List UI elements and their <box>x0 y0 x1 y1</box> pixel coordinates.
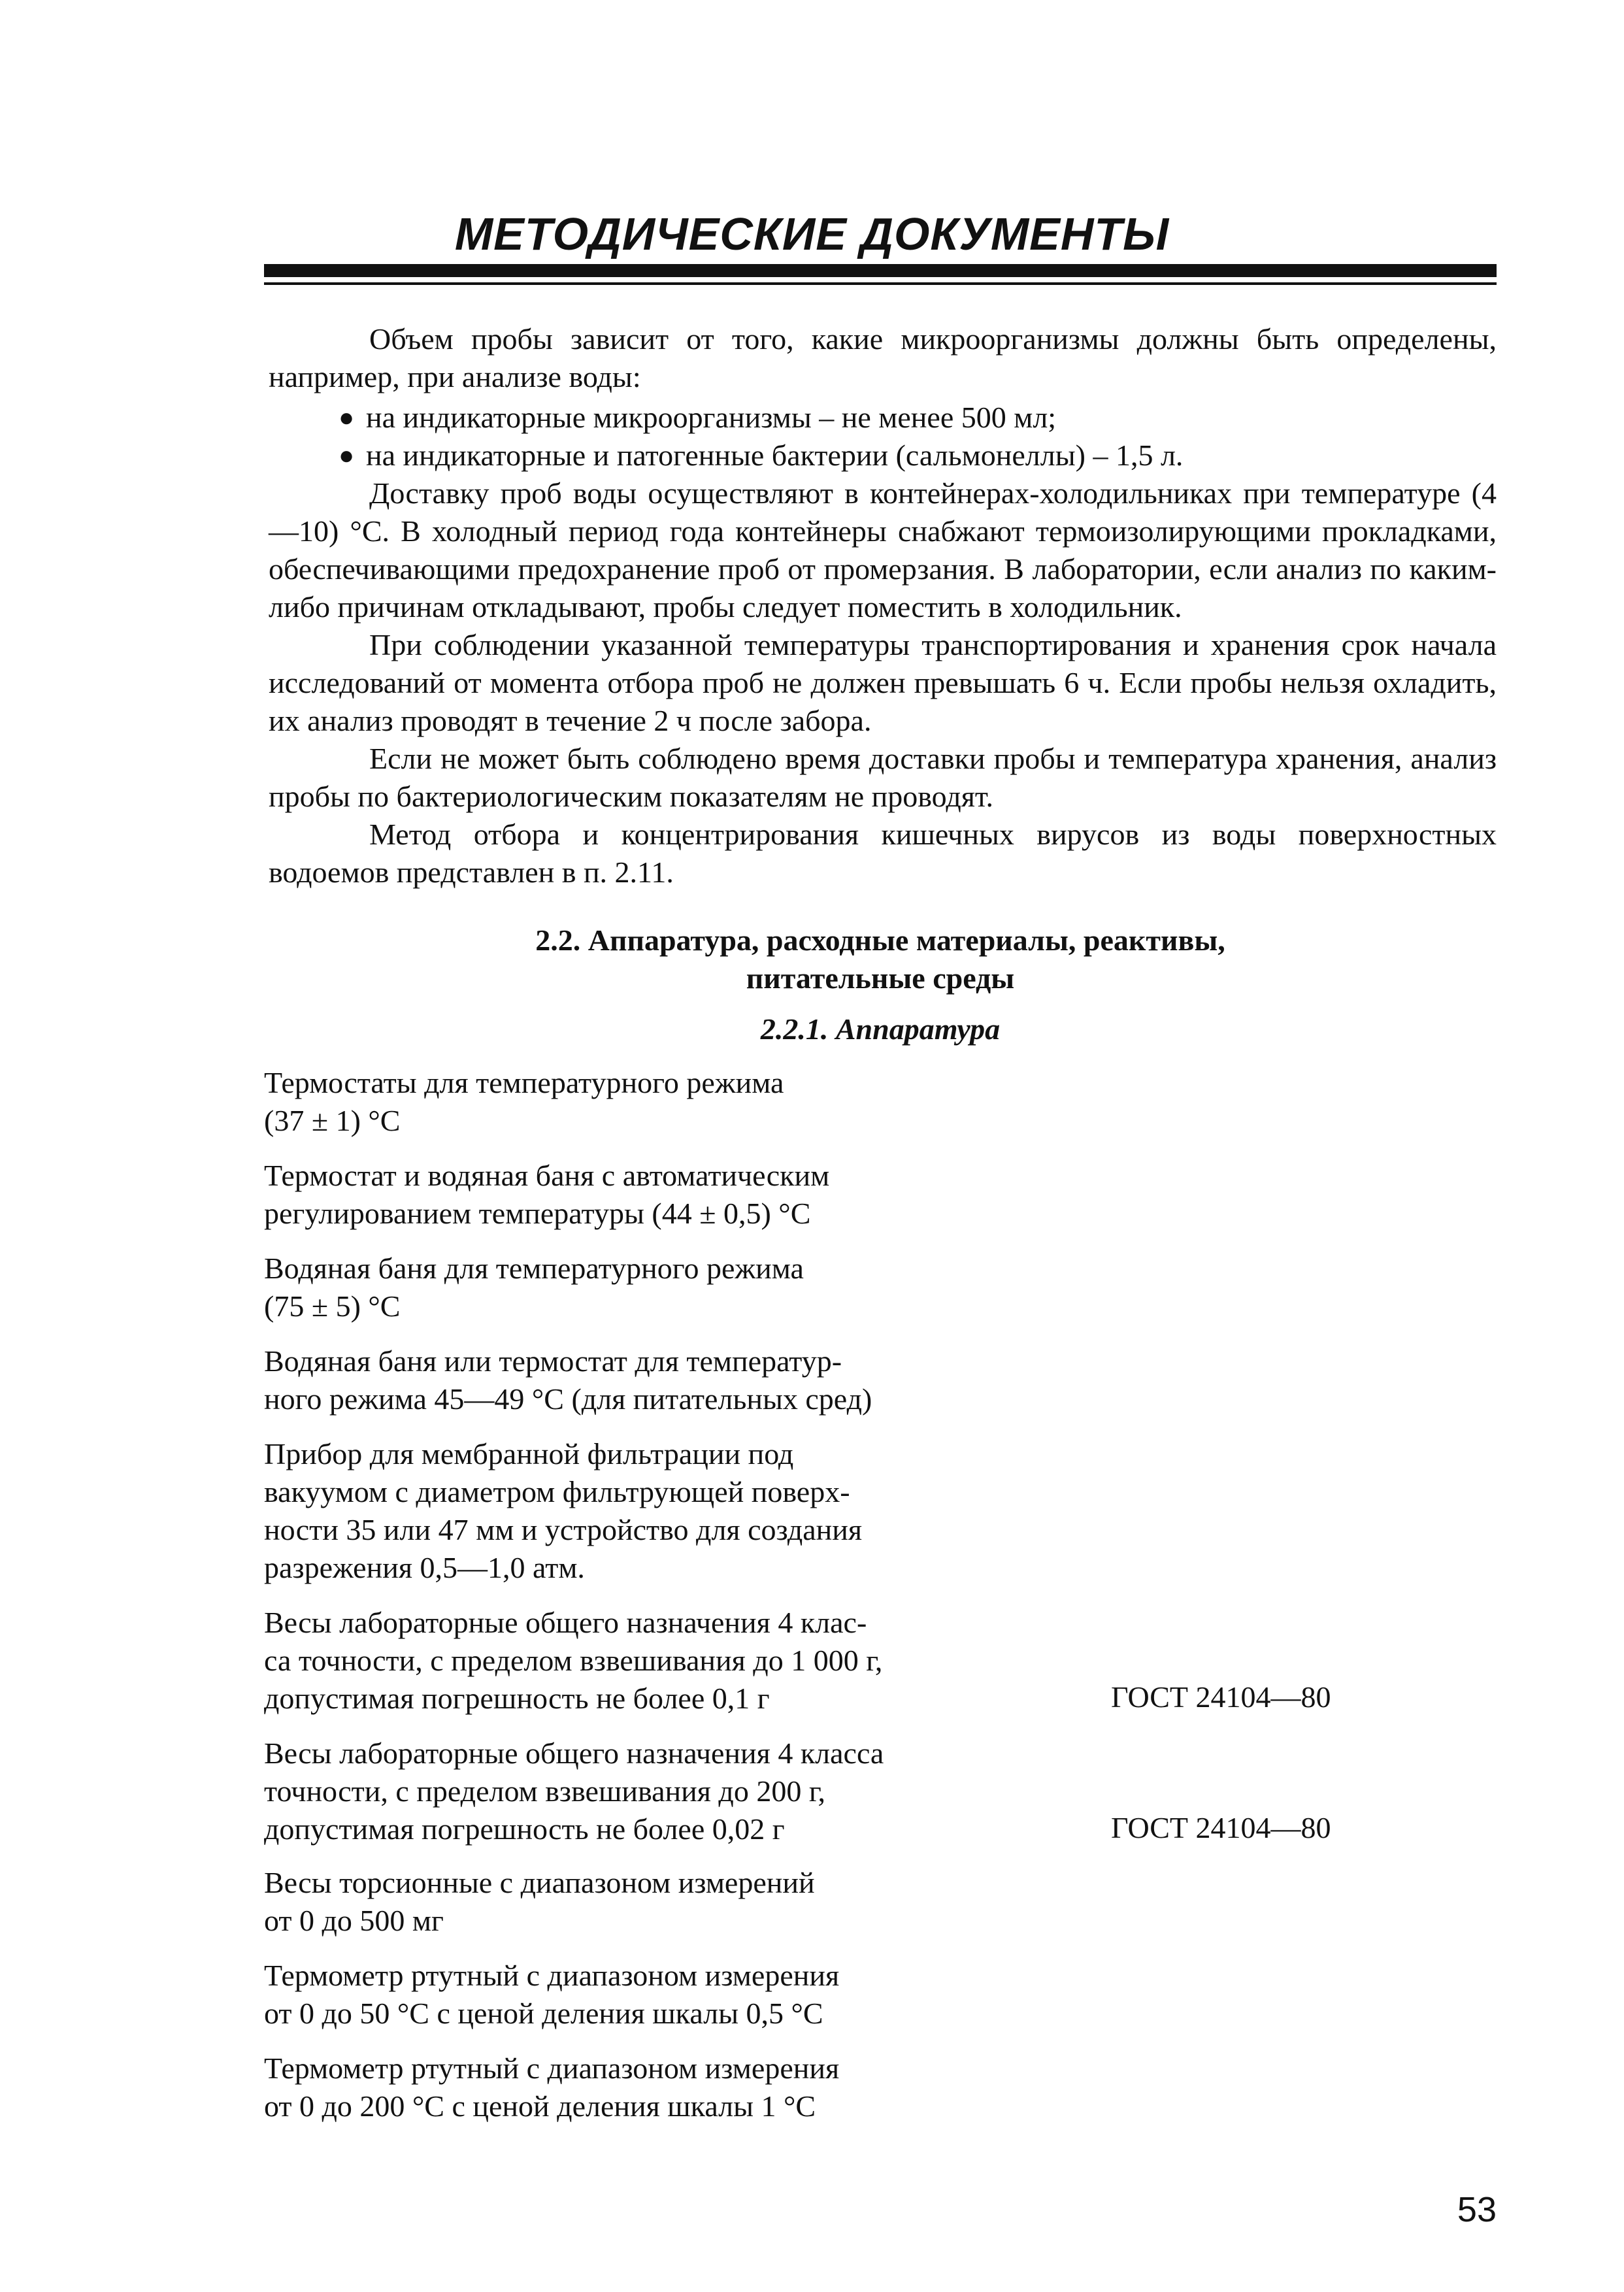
equipment-item <box>264 1157 983 1233</box>
equipment-item <box>264 1435 983 1587</box>
equipment-line: Термометр ртутный с диапазоном измерения <box>264 2051 840 2085</box>
subsection-heading: 2.2.1. Аппаратура <box>760 1012 1001 1046</box>
equipment-line: допустимая погрешность не более 0,02 г <box>264 1812 785 1846</box>
paragraph-not-analyzed: Если не может быть соблюдено время доставки пробы и температура хранения, анализ пробы по бактериологическим показателям не проводят. <box>269 742 1497 813</box>
equipment-line: ного режима 45—49 °С (для питательных сред) <box>264 1382 872 1416</box>
equipment-line: вакуумом с диаметром фильтрующей поверх- <box>264 1475 850 1508</box>
gost-reference: ГОСТ 24104—80 <box>1111 1811 1331 1844</box>
paragraph-sample-volume: Объем пробы зависит от того, какие микроорганизмы должны быть определены, например, при анализе воды: <box>269 322 1497 393</box>
bullet-item-indicator <box>339 399 1477 437</box>
equipment-line: (37 ± 1) °С <box>264 1104 401 1137</box>
bullet-text: на индикаторные микроорганизмы – не менее 500 мл; <box>366 401 1057 434</box>
section-heading-line2: питательные среды <box>746 961 1015 995</box>
equipment-line: (75 ± 5) °С <box>264 1289 401 1323</box>
header-rule-thin <box>264 282 1497 285</box>
equipment-line: Термостат и водяная баня с автоматическим <box>264 1159 830 1192</box>
equipment-line: Термометр ртутный с диапазоном измерения <box>264 1959 840 1992</box>
equipment-line: са точности, с пределом взвешивания до 1 000 г, <box>264 1644 883 1677</box>
equipment-item <box>264 1250 983 1325</box>
equipment-line: разрежения 0,5—1,0 атм. <box>264 1551 585 1584</box>
paragraph-virus-method: Метод отбора и концентрирования кишечных вирусов из воды поверхностных водоемов представлен в п. 2.11. <box>269 818 1497 889</box>
equipment-line: от 0 до 50 °С с ценой деления шкалы 0,5 °С <box>264 1997 823 2030</box>
equipment-line: Прибор для мембранной фильтрации под <box>264 1437 794 1470</box>
bullet-icon: ● <box>339 403 355 432</box>
equipment-line: от 0 до 500 мг <box>264 1904 444 1937</box>
bullet-icon: ● <box>339 440 355 470</box>
equipment-line: регулированием температуры (44 ± 0,5) °С <box>264 1197 811 1230</box>
paragraph-storage-time: При соблюдении указанной температуры транспортирования и хранения срок начала исследований от момента отбора проб не должен превышать 6 ч. Если пробы нельзя охладить, их анализ проводят в течение 2 ч после забора. <box>269 628 1497 737</box>
equipment-line: ности 35 или 47 мм и устройство для создания <box>264 1513 863 1546</box>
equipment-line: Весы торсионные с диапазоном измерений <box>264 1866 815 1899</box>
equipment-item <box>264 1342 983 1418</box>
equipment-line: Весы лабораторные общего назначения 4 клас- <box>264 1606 867 1639</box>
bullet-text: на индикаторные и патогенные бактерии (сальмонеллы) – 1,5 л. <box>366 439 1184 472</box>
section-heading-line1: 2.2. Аппаратура, расходные материалы, реактивы, <box>535 923 1225 957</box>
equipment-line: Водяная баня или термостат для температур- <box>264 1344 842 1378</box>
equipment-line: допустимая погрешность не более 0,1 г <box>264 1682 770 1715</box>
page-number: 53 <box>1457 2190 1497 2229</box>
equipment-item <box>264 2050 983 2125</box>
paragraph-delivery: Доставку проб воды осуществляют в контейнерах-холодильниках при температуре (4—10) °С. В холодный период года контейнеры снабжают термоизолирующими прокладками, обеспечивающими предохранение проб от промерзания. В лаборатории, если анализ по каким-либо причинам откладывают, пробы следует поместить в холодильник. <box>269 476 1497 623</box>
equipment-item <box>264 1957 983 2033</box>
equipment-item <box>264 1064 983 1140</box>
equipment-item <box>264 1864 983 1940</box>
equipment-item <box>264 1735 983 1848</box>
equipment-line: точности, с пределом взвешивания до 200 г, <box>264 1774 825 1808</box>
equipment-line: от 0 до 200 °С с ценой деления шкалы 1 °С <box>264 2089 816 2123</box>
equipment-line: Весы лабораторные общего назначения 4 класса <box>264 1736 884 1770</box>
gost-reference: ГОСТ 24104—80 <box>1111 1680 1331 1714</box>
running-header-title: МЕТОДИЧЕСКИЕ ДОКУМЕНТЫ <box>454 208 1170 259</box>
bullet-item-pathogenic <box>339 437 1477 474</box>
equipment-item <box>264 1604 983 1718</box>
equipment-line: Термостаты для температурного режима <box>264 1066 784 1099</box>
header-rule-thick <box>264 264 1497 277</box>
equipment-line: Водяная баня для температурного режима <box>264 1252 804 1285</box>
